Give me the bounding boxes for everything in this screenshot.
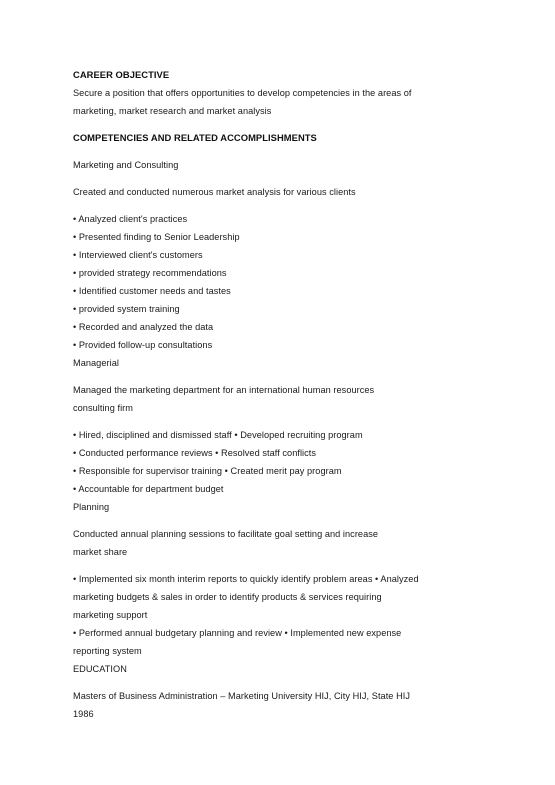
education-entry: Masters of Business Administration – Marketing University HIJ, City HIJ, State HIJ 1986	[73, 691, 410, 719]
marketing-summary: Created and conducted numerous market analysis for various clients	[73, 187, 356, 197]
planning-section-title: Planning	[73, 502, 110, 512]
marketing-bullet-list	[73, 210, 493, 354]
resume-page	[73, 66, 493, 723]
list-item: • Implemented six month interim reports to quickly identify problem areas • Analyzed marketing budgets & sales in order to identify products & services requiring marketing support	[73, 574, 419, 620]
marketing-section-title: Marketing and Consulting	[73, 160, 179, 170]
list-item: • Hired, disciplined and dismissed staff • Developed recruiting program	[73, 430, 363, 440]
list-item: • Presented finding to Senior Leadership	[73, 232, 240, 242]
list-item: • Identified customer needs and tastes	[73, 286, 231, 296]
list-item: • Conducted performance reviews • Resolved staff conflicts	[73, 448, 317, 458]
list-item: • Performed annual budgetary planning and review • Implemented new expense reporting system	[73, 628, 402, 656]
list-item: • Responsible for supervisor training • Created merit pay program	[73, 466, 342, 476]
career-objective-heading: CAREER OBJECTIVE	[73, 69, 170, 80]
list-item: • Recorded and analyzed the data	[73, 322, 214, 332]
managerial-section-title: Managerial	[73, 358, 119, 368]
list-item: • Provided follow-up consultations	[73, 340, 213, 350]
career-objective-text: Secure a position that offers opportunities to develop competencies in the areas of marketing, market research and market analysis	[73, 88, 412, 116]
managerial-bullet-list	[73, 426, 493, 498]
planning-bullet-list	[73, 570, 493, 660]
list-item: • provided strategy recommendations	[73, 268, 227, 278]
list-item: • provided system training	[73, 304, 180, 314]
list-item: • Accountable for department budget	[73, 484, 224, 494]
education-heading: EDUCATION	[73, 664, 127, 674]
list-item: • Analyzed client's practices	[73, 214, 188, 224]
managerial-summary: Managed the marketing department for an international human resources consulting firm	[73, 385, 375, 413]
planning-summary: Conducted annual planning sessions to facilitate goal setting and increase market share	[73, 529, 379, 557]
list-item: • Interviewed client's customers	[73, 250, 203, 260]
competencies-heading: COMPETENCIES AND RELATED ACCOMPLISHMENTS	[73, 132, 317, 143]
